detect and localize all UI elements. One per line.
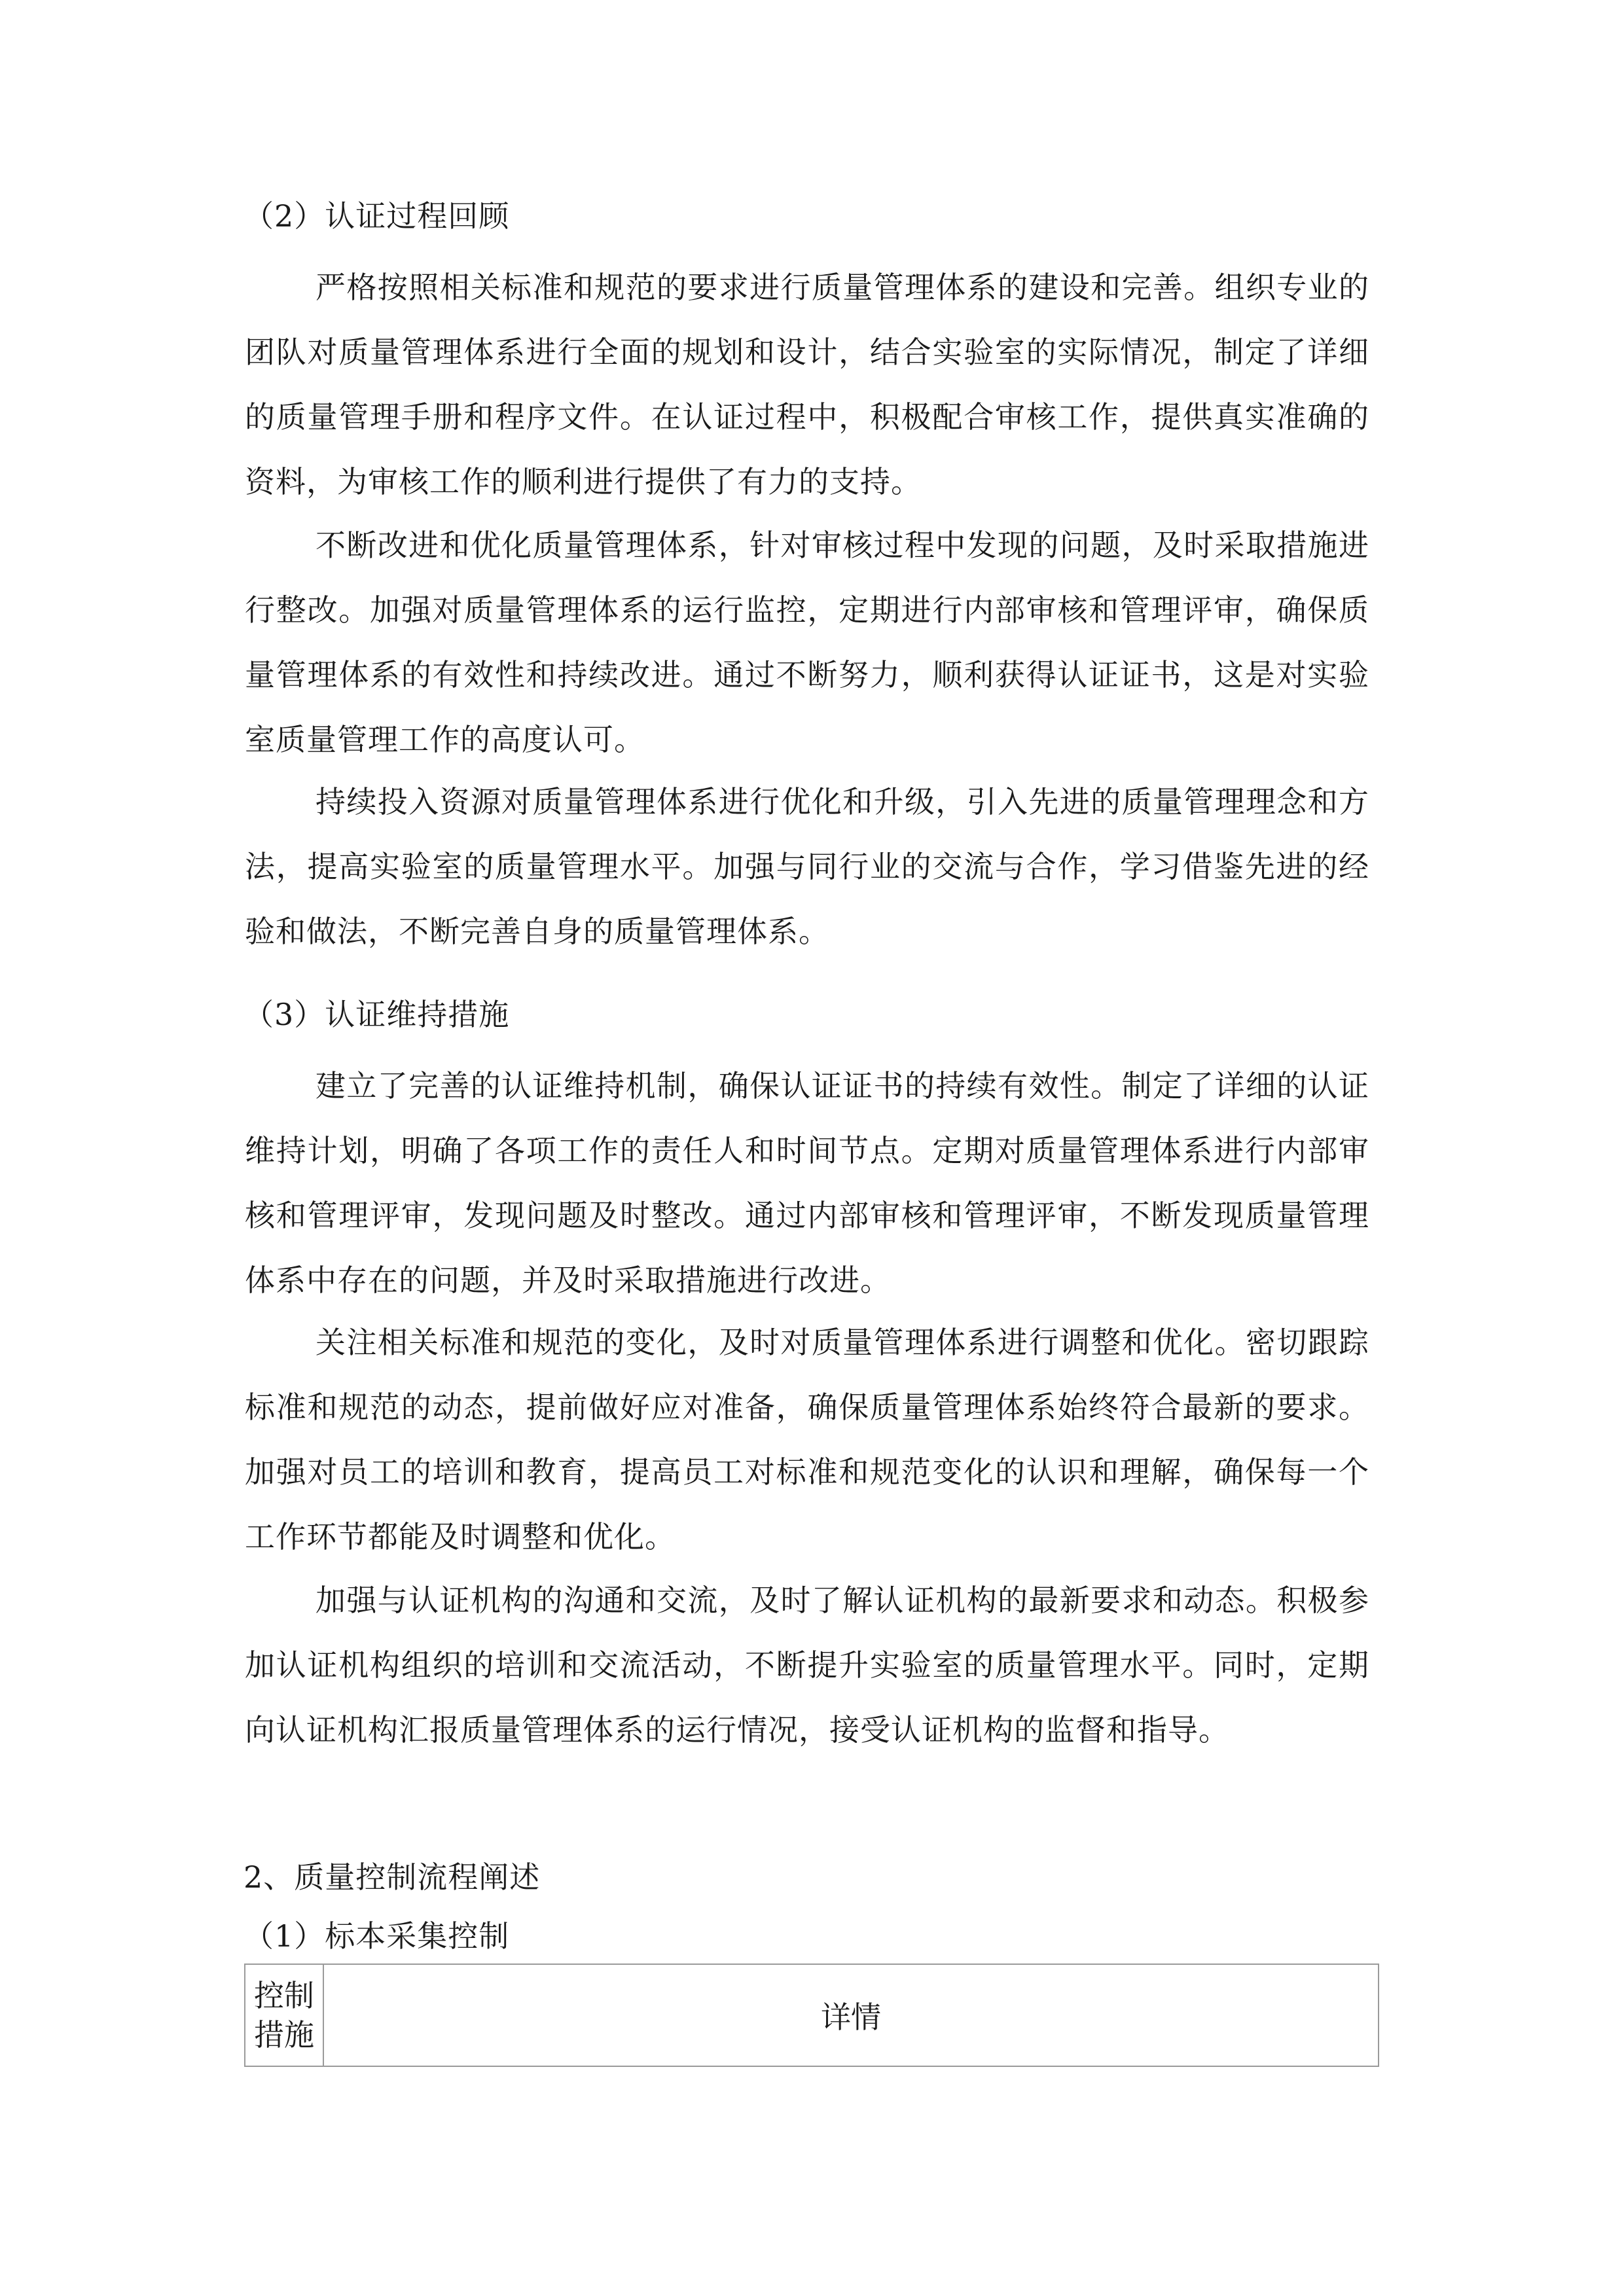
- paragraph: 严格按照相关标准和规范的要求进行质量管理体系的建设和完善。组织专业的团队对质量管理体系进行全面的规划和设计，结合实验室的实际情况，制定了详细的质量管理手册和程序文件。在认证过程中，积极配合审核工作，提供真实准确的资料，为审核工作的顺利进行提供了有力的支持。: [245, 270, 1369, 499]
- paragraph: 加强与认证机构的沟通和交流，及时了解认证机构的最新要求和动态。积极参加认证机构组织的培训和交流活动，不断提升实验室的质量管理水平。同时，定期向认证机构汇报质量管理体系的运行情况，接受认证机构的监督和指导。: [245, 1583, 1369, 1748]
- header-measure-line-1: 控制: [254, 1978, 314, 2013]
- subheading-sample-collection: （1）标本采集控制: [244, 1918, 510, 1954]
- section-heading-maintenance-measures: （3）认证维持措施: [244, 997, 510, 1032]
- header-measure-line-2: 措施: [254, 2017, 314, 2053]
- table-header-measure: [245, 1964, 323, 2066]
- section-heading-quality-control: 2、质量控制流程阐述: [244, 1859, 541, 1895]
- paragraph: 关注相关标准和规范的变化，及时对质量管理体系进行调整和优化。密切跟踪标准和规范的动态，提前做好应对准备，确保质量管理体系始终符合最新的要求。加强对员工的培训和教育，提高员工对标准和规范变化的认识和理解，确保每一个工作环节都能及时调整和优化。: [245, 1325, 1369, 1554]
- paragraph: 持续投入资源对质量管理体系进行优化和升级，引入先进的质量管理理念和方法，提高实验室的质量管理水平。加强与同行业的交流与合作，学习借鉴先进的经验和做法，不断完善自身的质量管理体系。: [245, 784, 1369, 949]
- section-heading-process-review: （2）认证过程回顾: [244, 198, 510, 234]
- control-measures-table: [244, 1964, 1379, 2067]
- table-header-detail: 详情: [323, 1964, 1379, 2066]
- paragraph: 建立了完善的认证维持机制，确保认证证书的持续有效性。制定了详细的认证维持计划，明确了各项工作的责任人和时间节点。定期对质量管理体系进行内部审核和管理评审，发现问题及时整改。通过内部审核和管理评审，不断发现质量管理体系中存在的问题，并及时采取措施进行改进。: [245, 1068, 1369, 1298]
- table-header-row: [245, 1964, 1379, 2066]
- paragraph: 不断改进和优化质量管理体系，针对审核过程中发现的问题，及时采取措施进行整改。加强对质量管理体系的运行监控，定期进行内部审核和管理评审，确保质量管理体系的有效性和持续改进。通过不断努力，顺利获得认证证书，这是对实验室质量管理工作的高度认可。: [245, 528, 1369, 757]
